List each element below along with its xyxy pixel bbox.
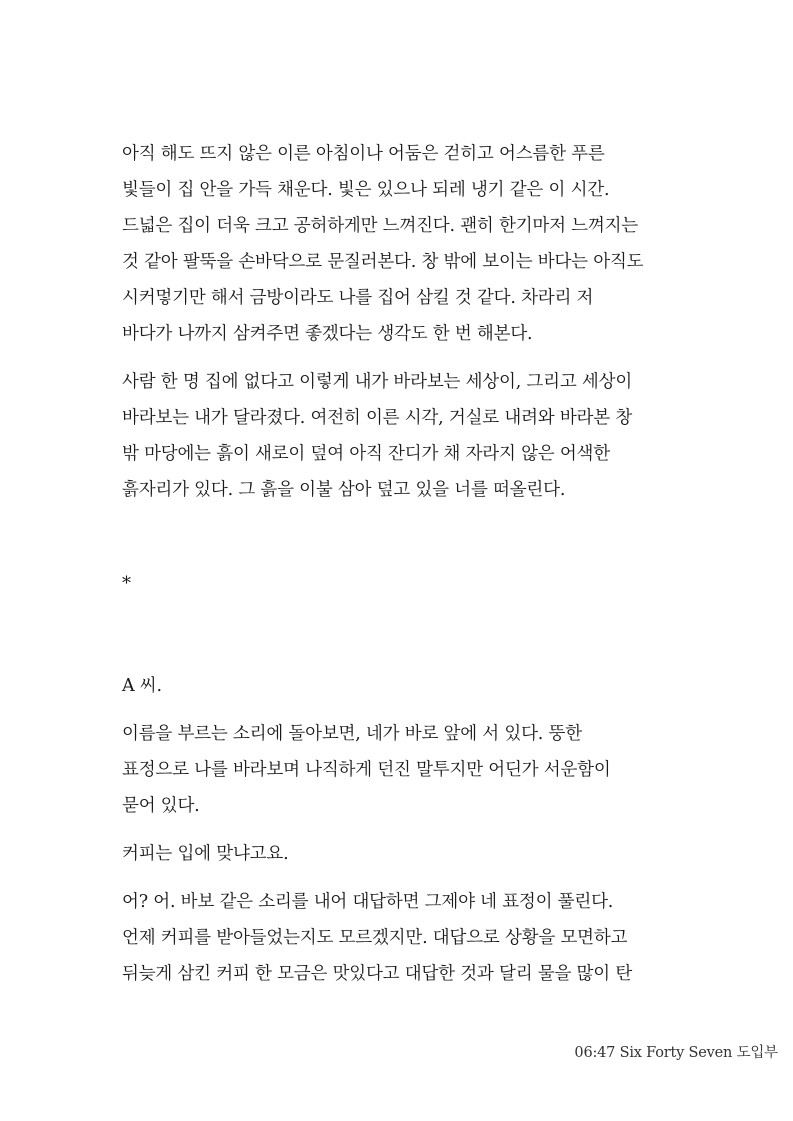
page-footer: 06:47 Six Forty Seven 도입부	[574, 1045, 778, 1061]
paragraph-2	[122, 364, 682, 508]
text-line: 표정으로 나를 바라보며 나직하게 던진 말투지만 어딘가 서운함이	[122, 760, 611, 780]
paragraph-4	[122, 716, 682, 824]
text-line: 어? 어. 바보 같은 소리를 내어 대답하면 그제야 네 표정이 풀린다.	[122, 892, 614, 912]
text-line: A 씨.	[122, 676, 162, 696]
text-line: 사람 한 명 집에 없다고 이렇게 내가 바라보는 세상이, 그리고 세상이	[122, 372, 633, 392]
text-line: 시커멓기만 해서 금방이라도 나를 집어 삼킬 것 같다. 차라리 저	[122, 288, 594, 308]
text-line: 뒤늦게 삼킨 커피 한 모금은 맛있다고 대답한 것과 달리 물을 많이 탄	[122, 964, 633, 984]
paragraph-3	[122, 668, 682, 704]
paragraph-1	[122, 136, 682, 352]
text-line: 밖 마당에는 흙이 새로이 덮여 아직 잔디가 채 자라지 않은 어색한	[122, 444, 610, 464]
paragraph-6	[122, 884, 682, 992]
text-line: 드넓은 집이 더욱 크고 공허하게만 느껴진다. 괜히 한기마저 느껴지는	[122, 216, 639, 236]
text-line: 바다가 나까지 삼켜주면 좋겠다는 생각도 한 번 해본다.	[122, 324, 533, 344]
section-separator: *	[122, 573, 131, 594]
text-line: 바라보는 내가 달라졌다. 여전히 이른 시각, 거실로 내려와 바라본 창	[122, 408, 633, 428]
text-line: 묻어 있다.	[122, 796, 200, 816]
text-line: 흙자리가 있다. 그 흙을 이불 삼아 덮고 있을 너를 떠올린다.	[122, 480, 566, 500]
text-line: 것 같아 팔뚝을 손바닥으로 문질러본다. 창 밖에 보이는 바다는 아직도	[122, 252, 644, 272]
paragraph-5	[122, 836, 682, 872]
text-line: 커피는 입에 맞냐고요.	[122, 844, 289, 864]
text-line: 아직 해도 뜨지 않은 이른 아침이나 어둠은 걷히고 어스름한 푸른	[122, 144, 605, 164]
text-line: 빛들이 집 안을 가득 채운다. 빛은 있으나 되레 냉기 같은 이 시간.	[122, 180, 610, 200]
text-line: 이름을 부르는 소리에 돌아보면, 네가 바로 앞에 서 있다. 뚱한	[122, 724, 582, 744]
text-line: 언제 커피를 받아들었는지도 모르겠지만. 대답으로 상황을 모면하고	[122, 928, 628, 948]
